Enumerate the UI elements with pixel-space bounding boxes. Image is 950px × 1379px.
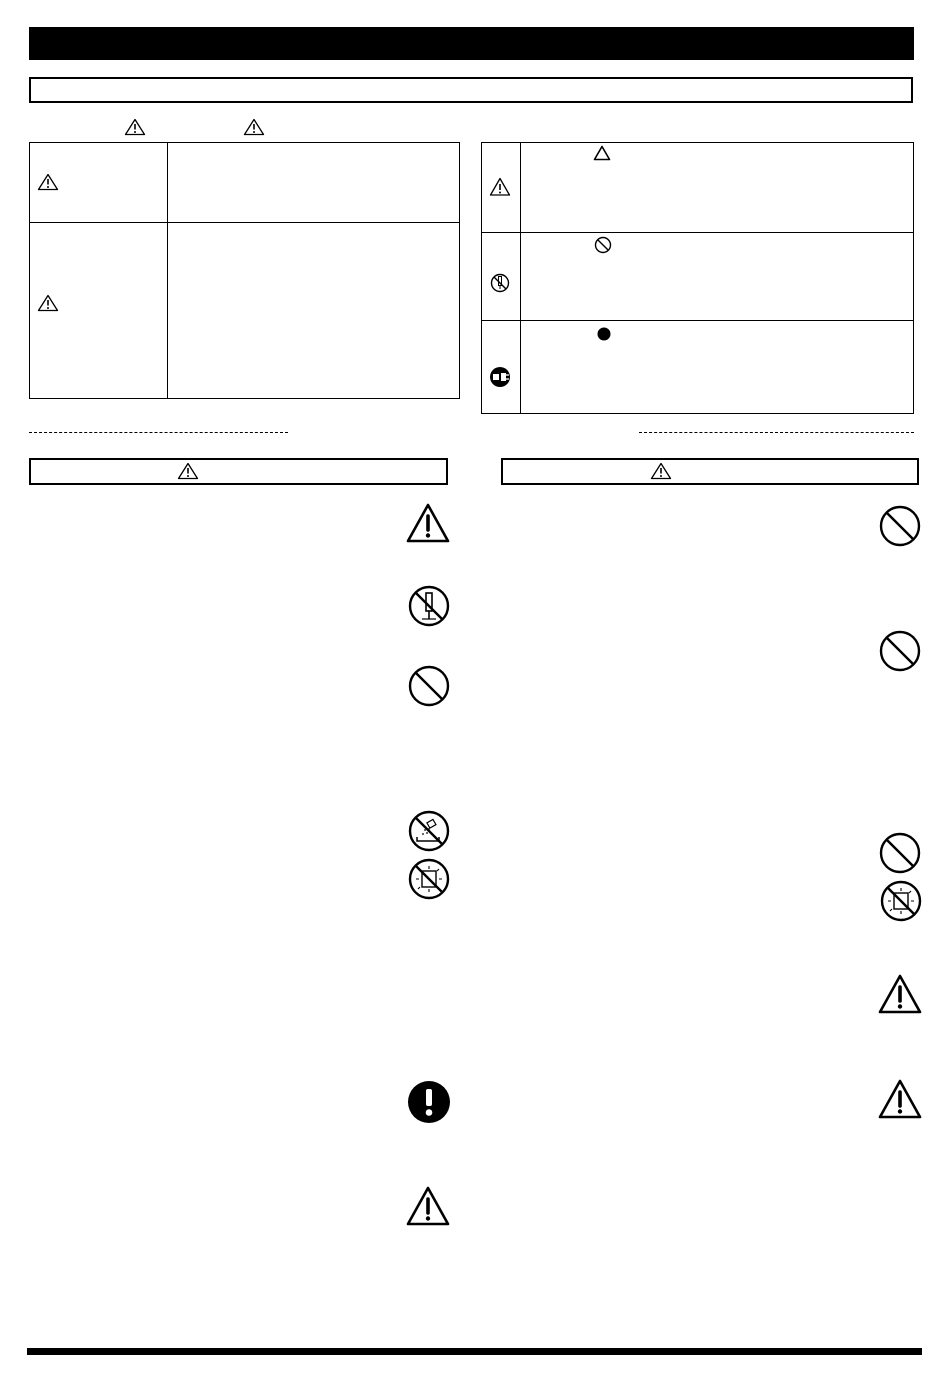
filled-circle-icon (597, 327, 611, 341)
warning-triangle-icon (37, 173, 59, 191)
warning-triangle-icon (489, 177, 511, 197)
dashed-separator-right (639, 432, 914, 433)
warning-triangle-icon (405, 502, 451, 544)
warning-triangle-icon (650, 462, 672, 480)
no-vibration-icon (880, 880, 922, 922)
warning-triangle-icon (177, 462, 199, 480)
section-header-right (501, 458, 919, 485)
unplug-icon (489, 366, 511, 388)
section-header-left (29, 458, 448, 485)
warning-triangle-icon (877, 973, 923, 1015)
warning-triangle-icon (405, 1185, 451, 1227)
warning-triangle-icon (243, 118, 265, 136)
warning-triangle-icon (124, 118, 146, 136)
prohibition-circle-icon (594, 236, 612, 254)
warning-triangle-icon (877, 1078, 923, 1120)
triangle-outline-icon (593, 145, 611, 161)
prohibition-icon (879, 832, 921, 874)
warning-triangle-icon (37, 294, 59, 312)
prohibition-icon (879, 505, 921, 547)
no-disassemble-icon (408, 585, 450, 627)
subtitle-box (29, 77, 913, 103)
no-vibration-icon (408, 858, 450, 900)
no-disassemble-icon (490, 273, 510, 293)
symbol-table-right (481, 142, 914, 414)
prohibition-icon (408, 665, 450, 707)
bottom-rule (27, 1348, 922, 1355)
prohibition-icon (879, 630, 921, 672)
dashed-separator-left (29, 432, 288, 433)
no-water-icon (408, 810, 450, 852)
definition-table-left (29, 142, 460, 399)
mandatory-action-icon (407, 1080, 451, 1124)
title-bar (29, 27, 914, 60)
